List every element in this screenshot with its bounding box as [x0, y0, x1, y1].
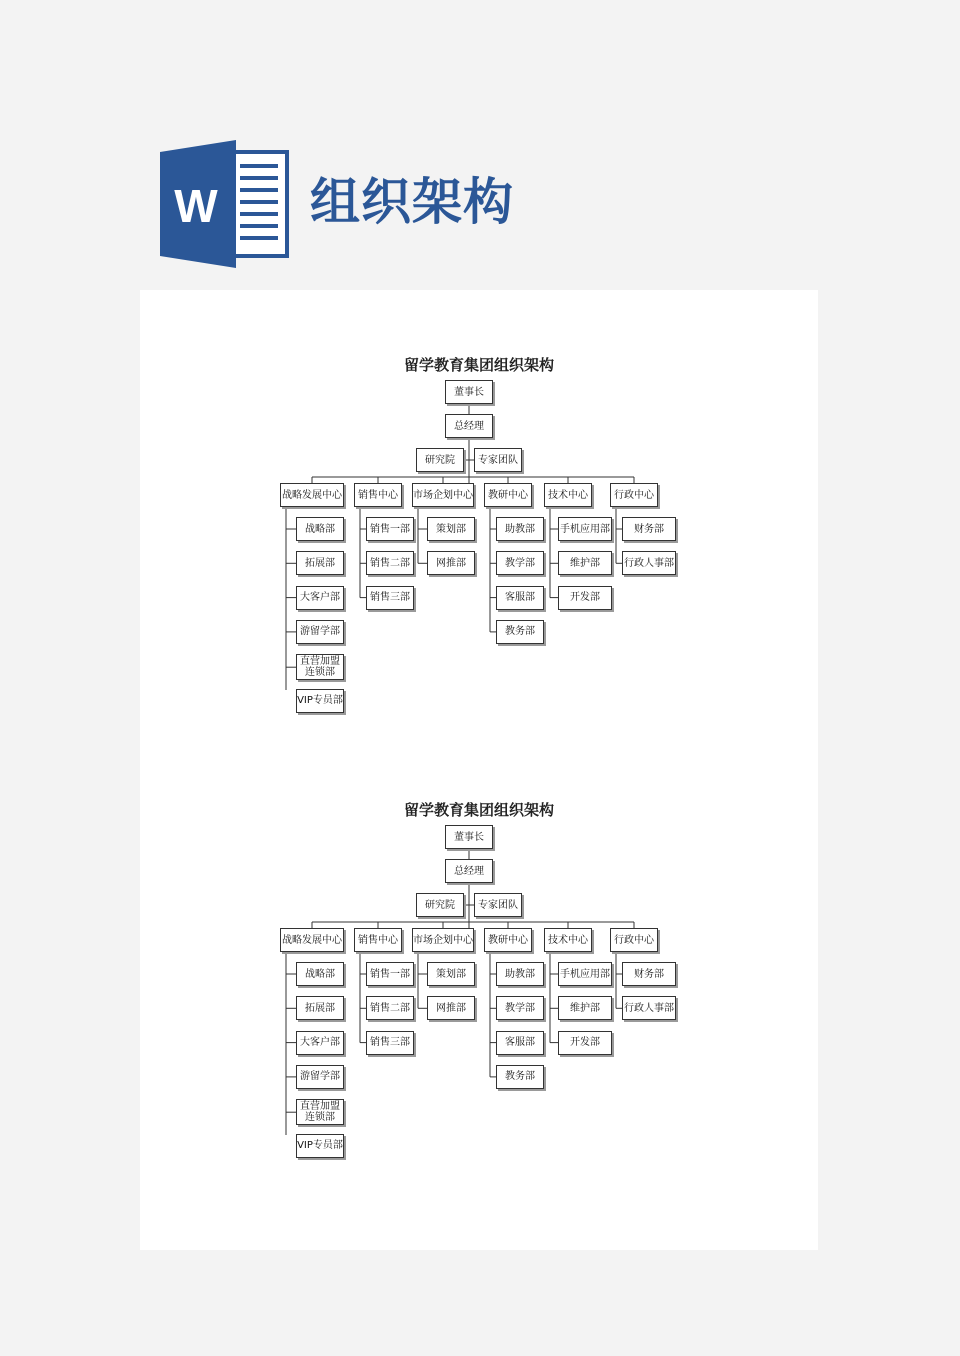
node-department: 战略部 — [296, 962, 344, 986]
org-chart-1 — [140, 290, 818, 706]
node-department: 客服部 — [496, 586, 544, 610]
node-center: 行政中心 — [610, 928, 658, 952]
node-center: 技术中心 — [544, 483, 592, 507]
node-center: 战略发展中心 — [280, 483, 344, 507]
node-department: 手机应用部 — [558, 517, 612, 541]
node-department: 直营加盟 连锁部 — [296, 1099, 344, 1125]
node-department: 行政人事部 — [622, 551, 676, 575]
node-department: 开发部 — [558, 586, 612, 610]
node-department: 游留学部 — [296, 620, 344, 644]
org-chart-2 — [140, 735, 818, 1151]
node-department: 策划部 — [427, 962, 475, 986]
word-logo-icon — [160, 140, 290, 270]
node-department: 客服部 — [496, 1031, 544, 1055]
node-center: 销售中心 — [354, 483, 402, 507]
node-root: 董事长 — [445, 380, 493, 404]
node-center: 销售中心 — [354, 928, 402, 952]
node-department: 游留学部 — [296, 1065, 344, 1089]
node-department: 直营加盟 连锁部 — [296, 654, 344, 680]
node-advisory: 研究院 — [416, 448, 464, 472]
node-department: 维护部 — [558, 996, 612, 1020]
node-center: 市场企划中心 — [412, 483, 474, 507]
node-center: 教研中心 — [484, 483, 532, 507]
chart-title: 留学教育集团组织架构 — [403, 356, 554, 374]
node-department: 战略部 — [296, 517, 344, 541]
node-root: 董事长 — [445, 825, 493, 849]
connector-lines — [140, 735, 818, 1135]
node-center: 市场企划中心 — [412, 928, 474, 952]
node-department: 销售二部 — [366, 551, 414, 575]
node-center: 教研中心 — [484, 928, 532, 952]
node-department: 行政人事部 — [622, 996, 676, 1020]
node-department: 拓展部 — [296, 551, 344, 575]
node-department: 教学部 — [496, 996, 544, 1020]
node-advisory: 专家团队 — [474, 448, 522, 472]
node-department: 网推部 — [427, 551, 475, 575]
node-department: 网推部 — [427, 996, 475, 1020]
logo-letter: W — [174, 180, 218, 232]
node-department: 财务部 — [622, 517, 676, 541]
node-department: 教务部 — [496, 620, 544, 644]
node-center: 战略发展中心 — [280, 928, 344, 952]
node-department: 拓展部 — [296, 996, 344, 1020]
node-department: 大客户部 — [296, 586, 344, 610]
node-department: 开发部 — [558, 1031, 612, 1055]
node-department: 财务部 — [622, 962, 676, 986]
node-department: 策划部 — [427, 517, 475, 541]
node-department: 销售三部 — [366, 1031, 414, 1055]
node-department: VIP专员部 — [296, 1134, 344, 1158]
chart-title: 留学教育集团组织架构 — [403, 801, 554, 819]
connector-lines — [140, 290, 818, 690]
node-center: 技术中心 — [544, 928, 592, 952]
node-general-manager: 总经理 — [445, 414, 493, 438]
document-page — [140, 290, 818, 1250]
node-department: 助教部 — [496, 517, 544, 541]
node-department: 大客户部 — [296, 1031, 344, 1055]
node-advisory: 研究院 — [416, 893, 464, 917]
node-general-manager: 总经理 — [445, 859, 493, 883]
node-department: 销售二部 — [366, 996, 414, 1020]
page-title: 组织架构 — [310, 173, 514, 231]
node-department: 销售一部 — [366, 517, 414, 541]
node-advisory: 专家团队 — [474, 893, 522, 917]
node-department: 教学部 — [496, 551, 544, 575]
node-department: 销售一部 — [366, 962, 414, 986]
node-department: VIP专员部 — [296, 689, 344, 713]
node-department: 助教部 — [496, 962, 544, 986]
node-department: 维护部 — [558, 551, 612, 575]
node-department: 教务部 — [496, 1065, 544, 1089]
node-department: 手机应用部 — [558, 962, 612, 986]
node-center: 行政中心 — [610, 483, 658, 507]
node-department: 销售三部 — [366, 586, 414, 610]
